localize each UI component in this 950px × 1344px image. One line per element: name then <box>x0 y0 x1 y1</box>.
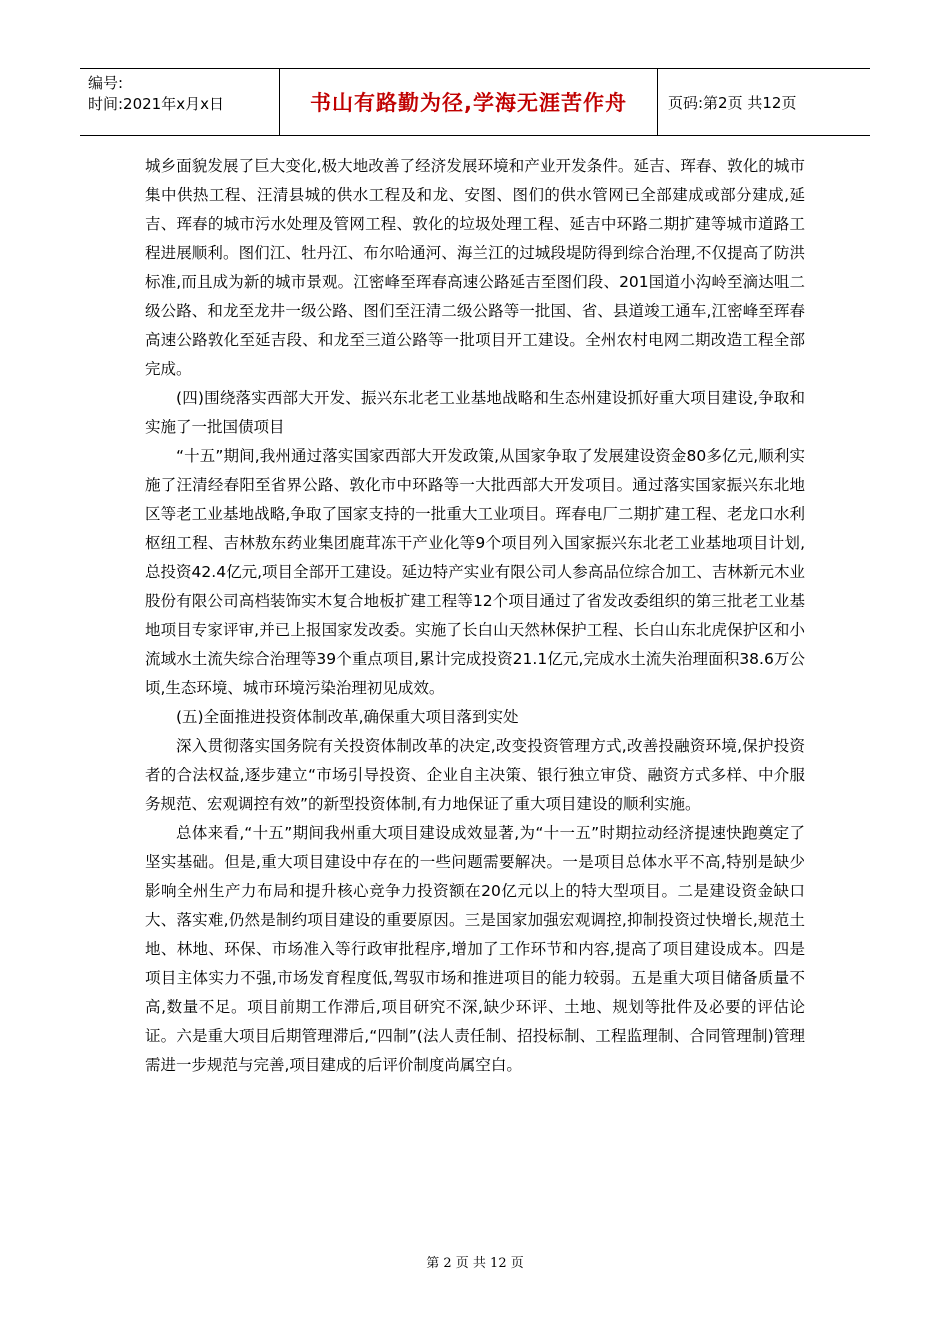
page-header <box>80 68 870 136</box>
body-paragraph: 深入贯彻落实国务院有关投资体制改革的决定,改变投资管理方式,改善投融资环境,保护投资者的合法权益,逐步建立“市场引导投资、企业自主决策、银行独立审贷、融资方式多样、中介服务规范、宏观调控有效”的新型投资体制,有力地保证了重大项目建设的顺利实施。 <box>145 737 805 813</box>
section-heading-4: (四)围绕落实西部大开发、振兴东北老工业基地战略和生态州建设抓好重大项目建设,争取和实施了一批国债项目 <box>145 389 805 436</box>
header-motto: 书山有路勤为径,学海无涯苦作舟 <box>280 69 658 135</box>
document-code-label: 编号: <box>88 74 124 92</box>
body-paragraph: “十五”期间,我州通过落实国家西部大开发政策,从国家争取了发展建设资金80多亿元,顺利实施了汪清经春阳至省界公路、敦化市中环路等一大批西部大开发项目。通过落实国家振兴东北地区等老工业基地战略,争取了国家支持的一批重大工业项目。珲春电厂二期扩建工程、老龙口水利枢纽工程、吉林敖东药业集团鹿茸冻干产业化等9个项目列入国家振兴东北老工业基地项目计划,总投资42.4亿元,项目全部开工建设。延边特产实业有限公司人参高品位综合加工、吉林新元木业股份有限公司高档装饰实木复合地板扩建工程等12个项目通过了省发改委组织的第三批老工业基地项目专家评审,并已上报国家发改委。实施了长白山天然林保护工程、长白山东北虎保护区和小流域水土流失综合治理等39个重点项目,累计完成投资21.1亿元,完成水土流失治理面积38.6万公顷,生态环境、城市环境污染治理初见成效。 <box>145 447 805 697</box>
header-page-info: 页码:第2页 共12页 <box>668 93 797 112</box>
body-paragraph: 城乡面貌发展了巨大变化,极大地改善了经济发展环境和产业开发条件。延吉、珲春、敦化的城市集中供热工程、汪清县城的供水工程及和龙、安图、图们的供水管网已全部建成或部分建成,延吉、珲春的城市污水处理及管网工程、敦化的垃圾处理工程、延吉中环路二期扩建等城市道路工程进展顺利。图们江、牡丹江、布尔哈通河、海兰江的过城段堤防得到综合治理,不仅提高了防洪标准,而且成为新的城市景观。江密峰至珲春高速公路延吉至图们段、201国道小沟岭至滴达咀二级公路、和龙至龙井一级公路、图们至汪清二级公路等一批国、省、县道竣工通车,江密峰至珲春高速公路敦化至延吉段、和龙至三道公路等一批项目开工建设。全州农村电网二期改造工程全部完成。 <box>145 157 805 378</box>
header-meta <box>80 69 280 135</box>
section-heading-5: (五)全面推进投资体制改革,确保重大项目落到实处 <box>176 708 519 726</box>
document-body <box>145 152 805 1080</box>
document-date-label: 时间:2021年x月x日 <box>88 95 224 113</box>
page-footer: 第 2 页 共 12 页 <box>426 1256 524 1271</box>
body-paragraph: 总体来看,“十五”期间我州重大项目建设成效显著,为“十一五”时期拉动经济提速快跑奠定了坚实基础。但是,重大项目建设中存在的一些问题需要解决。一是项目总体水平不高,特别是缺少影响全州生产力布局和提升核心竞争力投资额在20亿元以上的特大型项目。二是建设资金缺口大、落实难,仍然是制约项目建设的重要原因。三是国家加强宏观调控,抑制投资过快增长,规范土地、林地、环保、市场准入等行政审批程序,增加了工作环节和内容,提高了项目建设成本。四是项目主体实力不强,市场发育程度低,驾驭市场和推进项目的能力较弱。五是重大项目储备质量不高,数量不足。项目前期工作滞后,项目研究不深,缺少环评、土地、规划等批件及必要的评估论证。六是重大项目后期管理滞后,“四制”(法人责任制、招投标制、工程监理制、合同管理制)管理需进一步规范与完善,项目建成的后评价制度尚属空白。 <box>145 824 805 1074</box>
